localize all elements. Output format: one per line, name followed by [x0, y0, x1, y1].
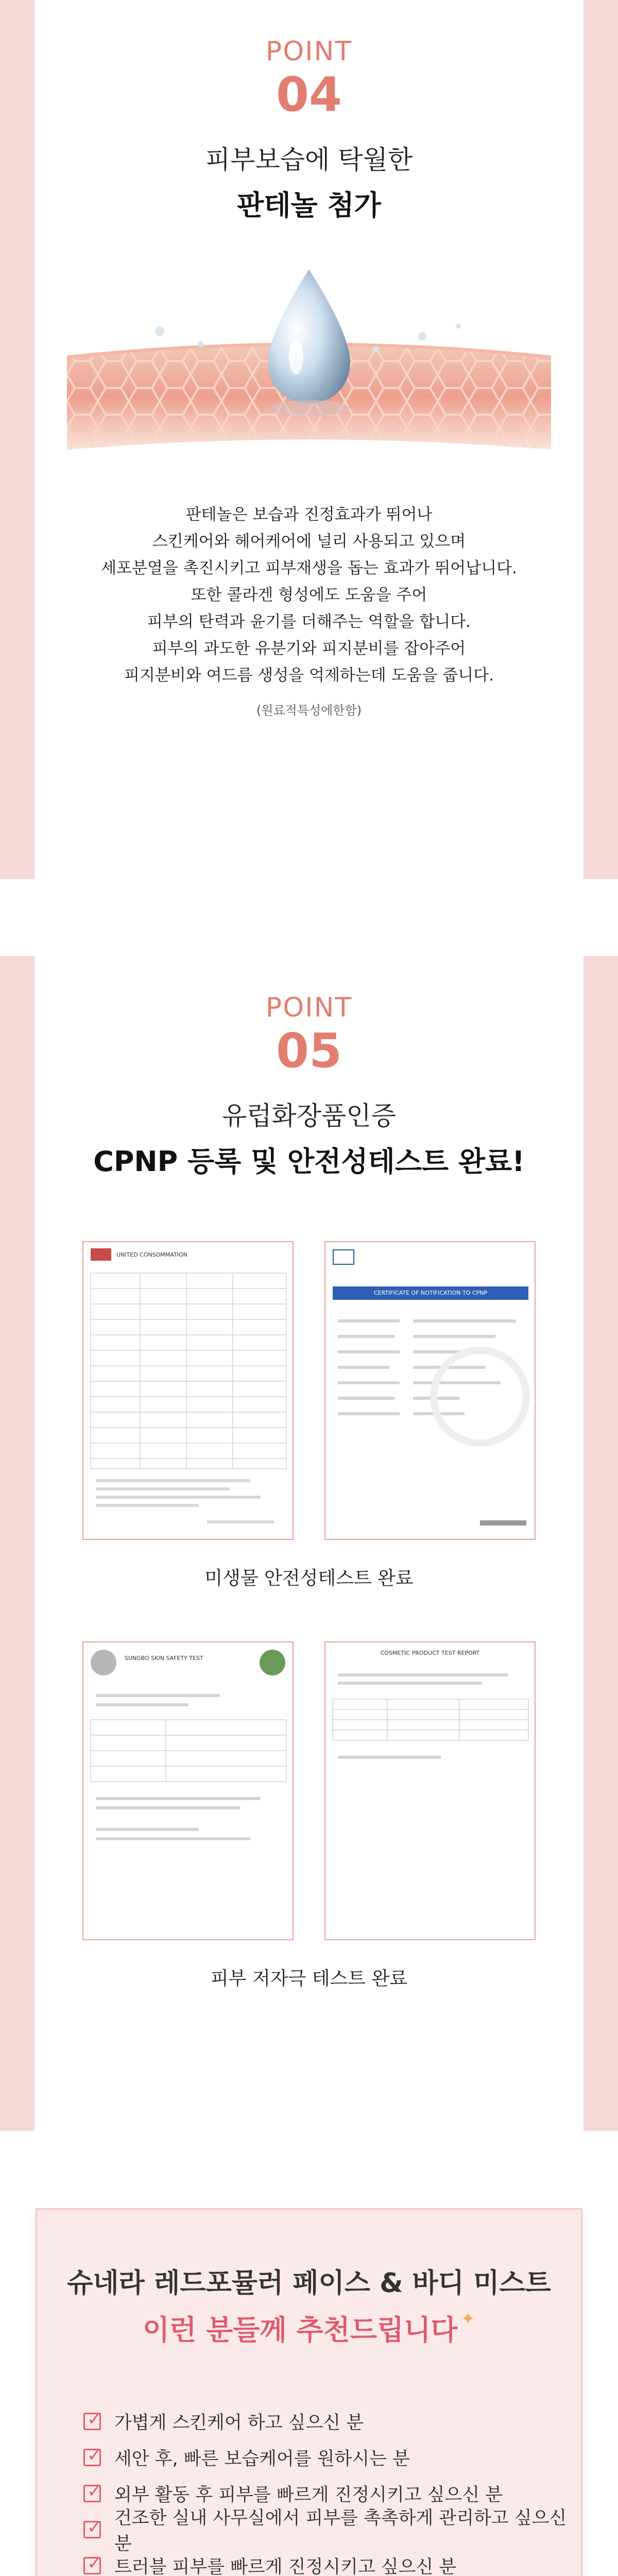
- sparkle-icon: ✦: [460, 2308, 475, 2329]
- skin-irritation-caption: 피부 저자극 테스트 완료: [210, 1968, 408, 1989]
- doc-header: UNITED CONSOMMATION: [116, 1251, 187, 1258]
- microbial-test-caption: 미생물 안전성테스트 완료: [204, 1568, 414, 1589]
- test-report-document: [324, 1641, 536, 1940]
- point4-section: [0, 0, 618, 879]
- checkbox-icon: ✓: [83, 2449, 101, 2466]
- skin-layer-illustration: [67, 254, 551, 470]
- point4-title-line1: 피부보습에 탁월한: [205, 145, 413, 175]
- doc-table-svg: [325, 1642, 536, 1940]
- checkbox-icon: ✓: [83, 2521, 101, 2538]
- recommend-item: [83, 2403, 581, 2439]
- point4-card: [35, 0, 583, 879]
- recommend-card: [36, 2208, 582, 2576]
- desc-line: 피부의 과도한 유분기와 피지분비를 잡아주어: [152, 639, 466, 658]
- point5-title-line2: CPNP 등록 및 안전성테스트 완료!: [93, 1145, 525, 1178]
- checkbox-icon: ✓: [83, 2557, 101, 2574]
- recommend-item: [83, 2439, 581, 2476]
- point5-card: [35, 956, 583, 2131]
- skin-irritation-document: [82, 1641, 294, 1940]
- recommend-item-label: 트러블 피부를 빠르게 진정시키고 싶으신 분: [114, 2557, 457, 2576]
- checkbox-icon: ✓: [83, 2485, 101, 2502]
- recommend-item: [83, 2508, 581, 2554]
- doc-header: CERTIFICATE OF NOTIFICATION TO CPNP: [333, 1286, 528, 1300]
- point4-description: [35, 501, 583, 689]
- certificate-row-2: [82, 1641, 536, 1940]
- desc-line: 피지분비와 여드름 생성을 억제하는데 도움을 줍니다.: [124, 666, 494, 685]
- section-gap: [0, 2131, 618, 2203]
- point4-title-line2: 판테놀 첨가: [237, 189, 381, 222]
- doc-table-svg: [83, 1642, 294, 1940]
- doc-header: SUNGBO SKIN SAFETY TEST: [125, 1655, 203, 1662]
- point-number: 04: [276, 67, 342, 122]
- doc-text-svg: [325, 1242, 536, 1540]
- recommend-item-label: 건조한 실내 사무실에서 피부를 촉촉하게 관리하고 싶으신 분: [114, 2508, 567, 2554]
- point5-section: [0, 956, 618, 2131]
- point-label: POINT: [265, 36, 353, 67]
- table-lines-svg: [83, 1242, 294, 1540]
- desc-line: 또한 콜라겐 형성에도 도움을 주어: [191, 586, 427, 604]
- doc-header: COSMETIC PRODUCT TEST REPORT: [380, 1650, 480, 1656]
- desc-line: 세포분열을 촉진시키고 피부재생을 돕는 효과가 뛰어납니다.: [101, 559, 517, 578]
- certificate-row-1: [82, 1241, 536, 1540]
- desc-line: 판테놀은 보습과 진정효과가 뛰어나: [185, 505, 433, 524]
- cpnp-certificate-document: [324, 1241, 536, 1540]
- section-gap: [0, 879, 618, 956]
- point-label: POINT: [265, 992, 353, 1023]
- point-number: 05: [276, 1023, 342, 1078]
- point5-title-line1: 유럽화장품인증: [221, 1101, 397, 1131]
- desc-line: 피부의 탄력과 윤기를 더해주는 역할을 합니다.: [147, 613, 471, 631]
- recommend-checklist: [83, 2403, 581, 2576]
- recommend-item-label: 외부 활동 후 피부를 빠르게 진정시키고 싶으신 분: [114, 2485, 503, 2505]
- recommend-item-label: 세안 후, 빠른 보습케어를 원하시는 분: [114, 2449, 410, 2469]
- skin-cells-svg: [67, 254, 551, 470]
- recommend-title-line1: 슈네라 레드포뮬러 페이스 & 바디 미스트: [67, 2268, 551, 2299]
- checkbox-icon: ✓: [83, 2413, 101, 2430]
- recommend-title: [37, 2261, 581, 2348]
- recommend-item-label: 가볍게 스킨케어 하고 싶으신 분: [114, 2413, 364, 2433]
- ingredient-note: (원료적특성에한함): [256, 703, 362, 718]
- recommend-section: [0, 2203, 618, 2576]
- microbial-test-document: [82, 1241, 294, 1540]
- recommend-title-line2: 이런 분들께 추천드립니다: [143, 2314, 458, 2346]
- desc-line: 스킨케어와 헤어케어에 널리 사용되고 있으며: [152, 532, 466, 551]
